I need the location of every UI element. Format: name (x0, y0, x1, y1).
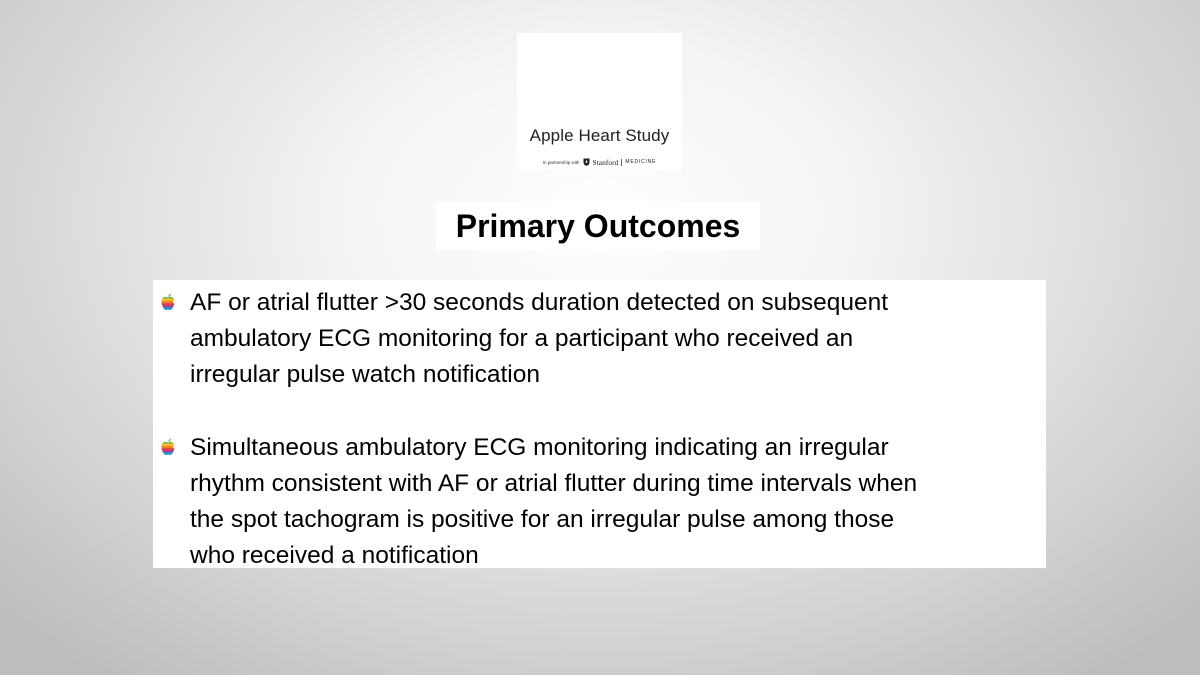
outcome-line: the spot tachogram is positive for an irregular pulse among those (190, 506, 895, 533)
partner-name: Stanford (592, 157, 619, 167)
partner-prefix: In partnership with (542, 159, 580, 165)
outcome-line: AF or atrial flutter >30 seconds duration detected on subsequent (190, 289, 889, 316)
stanford-shield-icon (583, 158, 590, 166)
heart-logo-icon (554, 33, 644, 115)
partner-division: MEDICINE (625, 159, 657, 165)
page-title: Primary Outcomes (455, 207, 741, 244)
outcome-line: who received a notification (190, 542, 479, 569)
heading-box (436, 202, 760, 250)
outcome-line: irregular pulse watch notification (190, 361, 540, 388)
outcome-line: rhythm consistent with AF or atrial flutter during time intervals when (190, 470, 918, 497)
outcome-line: ambulatory ECG monitoring for a participant who received an (190, 325, 854, 352)
study-logo (517, 33, 682, 170)
outcomes-box (153, 280, 1046, 568)
apple-icon (160, 293, 176, 311)
outcome-text (190, 285, 1040, 393)
apple-icon (160, 438, 176, 456)
outcome-line: Simultaneous ambulatory ECG monitoring indicating an irregular (190, 434, 889, 461)
logo-partner-line (517, 157, 682, 167)
logo-title: Apple Heart Study (529, 126, 670, 145)
partner-divider (621, 159, 622, 166)
outcome-text (190, 430, 1040, 574)
